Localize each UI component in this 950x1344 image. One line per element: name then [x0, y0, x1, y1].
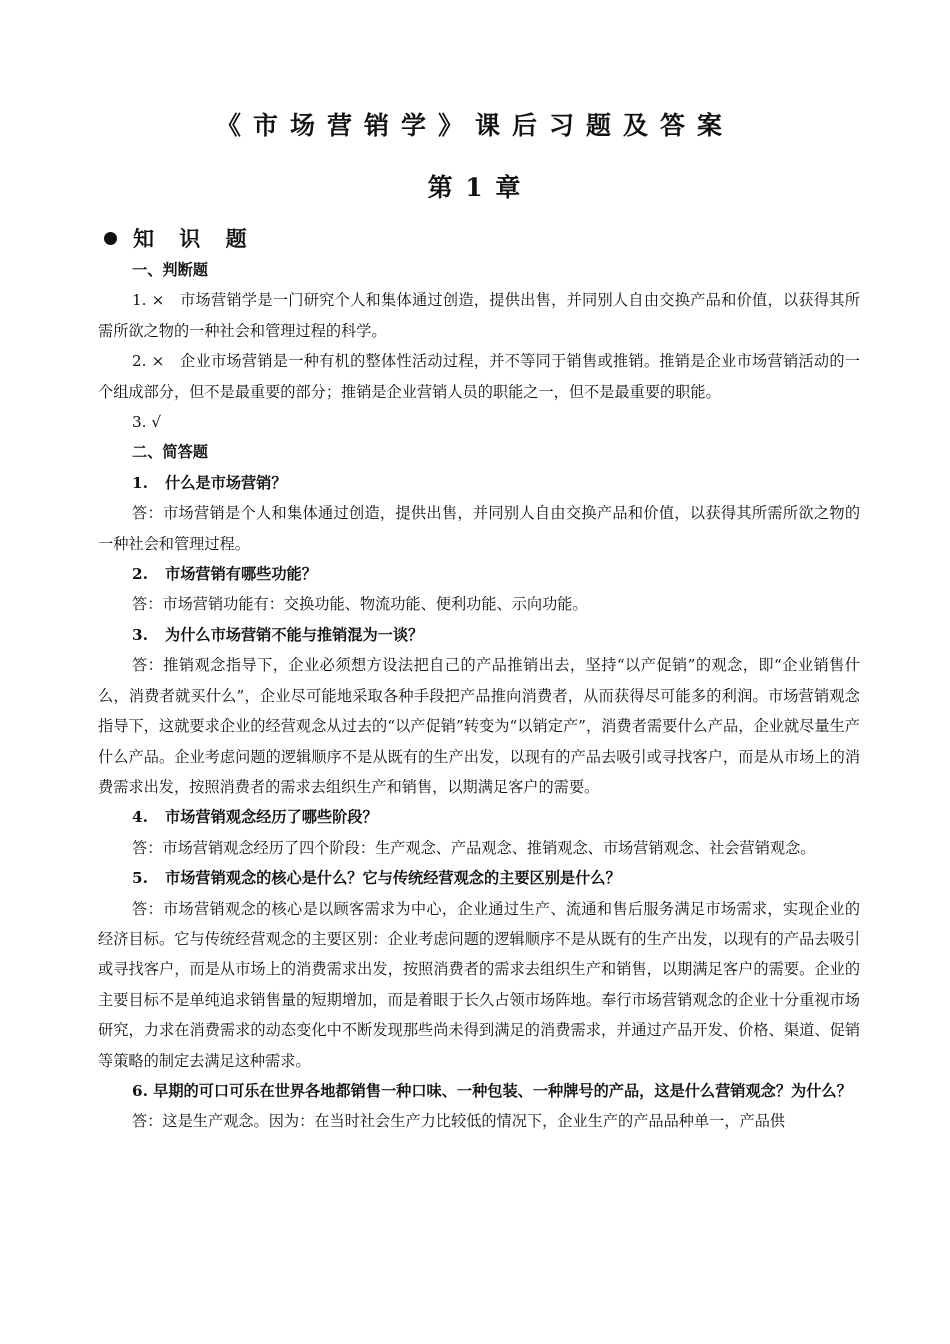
answer: 答：推销观念指导下，企业必须想方设法把自己的产品推销出去，坚持“以产促销”的观念，即“企业销售什么，消费者就买什么”，企业尽可能地采取各种手段把产品推向消费者，从而获得尽可能多的利润。市场营销观念指导下，这就要求企业的经营观念从过去的“以产促销”转变为“以销定产”，消费者需要什么产品，企业就尽量生产什么产品。企业考虑问题的逻辑顺序不是从既有的生产出发，以现有的产品去吸引或寻找客户，而是从市场上的消费需求出发，按照消费者的需求去组织生产和销售，以期满足客户的需要。 [98, 656, 860, 796]
question-number: 3. [132, 625, 148, 644]
question-text: 市场营销观念经历了哪些阶段？ [165, 808, 378, 827]
bullet-icon [104, 232, 117, 245]
part1-heading: 一、判断题 [132, 261, 208, 279]
answer-6: 答：这是生产观念。因为：在当时社会生产力比较低的情况下，企业生产的产品品种单一，产品供 [132, 1112, 786, 1131]
question-text: 为什么市场营销不能与推销混为一谈？ [165, 625, 424, 644]
question-text: 市场营销有哪些功能？ [165, 565, 317, 584]
section-heading [104, 223, 256, 253]
question-number: 4. [132, 808, 148, 827]
question-number: 5. [132, 869, 148, 888]
question-number: 1. [132, 473, 148, 492]
answer: 答：市场营销观念的核心是以顾客需求为中心，企业通过生产、流通和售后服务满足市场需求，实现企业的经济目标。它与传统经营观念的主要区别：企业考虑问题的逻辑顺序不是从既有的生产出发，以现有的产品去吸引或寻找客户，而是从市场上的消费需求出发，按照消费者的需求去组织生产和销售，以期满足客户的需要。企业的主要目标不是单纯追求销售量的短期增加，而是着眼于长久占领市场阵地。奉行市场营销观念的企业十分重视市场研究，力求在消费需求的动态变化中不断发现那些尚未得到满足的消费需求，并通过产品开发、价格、渠道、促销等策略的制定去满足这种需求。 [98, 899, 860, 1070]
question [98, 863, 860, 893]
answer: 答：市场营销功能有：交换功能、物流功能、便利功能、示向功能。 [132, 595, 588, 614]
judgement-item: 1. × 市场营销学是一门研究个人和集体通过创造，提供出售，并同别人自由交换产品和价值，以获得其所需所欲之物的一种社会和管理过程的科学。 [98, 291, 860, 340]
part2-heading: 二、简答题 [132, 443, 208, 462]
answer: 答：市场营销是个人和集体通过创造，提供出售，并同别人自由交换产品和价值，以获得其所需所欲之物的一种社会和管理过程。 [98, 504, 860, 553]
question-text: 市场营销观念的核心是什么？它与传统经营观念的主要区别是什么？ [165, 869, 621, 888]
question [98, 802, 860, 832]
question-text: 什么是市场营销？ [165, 473, 287, 492]
question [98, 468, 860, 498]
section-heading-label: 知 识 题 [133, 226, 256, 251]
answer: 答：市场营销观念经历了四个阶段：生产观念、产品观念、推销观念、市场营销观念、社会营销观念。 [132, 838, 816, 857]
document-title: 《市场营销学》课后习题及答案 [215, 111, 734, 140]
judgement-item: 2. × 企业市场营销是一种有机的整体性活动过程，并不等同于销售或推销。推销是企业市场营销活动的一个组成部分，但不是最重要的部分；推销是企业营销人员的职能之一，但不是最重要的职能。 [98, 352, 860, 401]
question [98, 620, 860, 650]
document-body [98, 255, 860, 1137]
chapter-heading: 第 1 章 [427, 173, 523, 202]
judgement-item: 3. √ [132, 413, 161, 432]
question [98, 559, 860, 589]
question-number: 2. [132, 565, 148, 584]
question-6: 6. 早期的可口可乐在世界各地都销售一种口味、一种包装、一种牌号的产品，这是什么营销观念？为什么？ [132, 1081, 852, 1100]
